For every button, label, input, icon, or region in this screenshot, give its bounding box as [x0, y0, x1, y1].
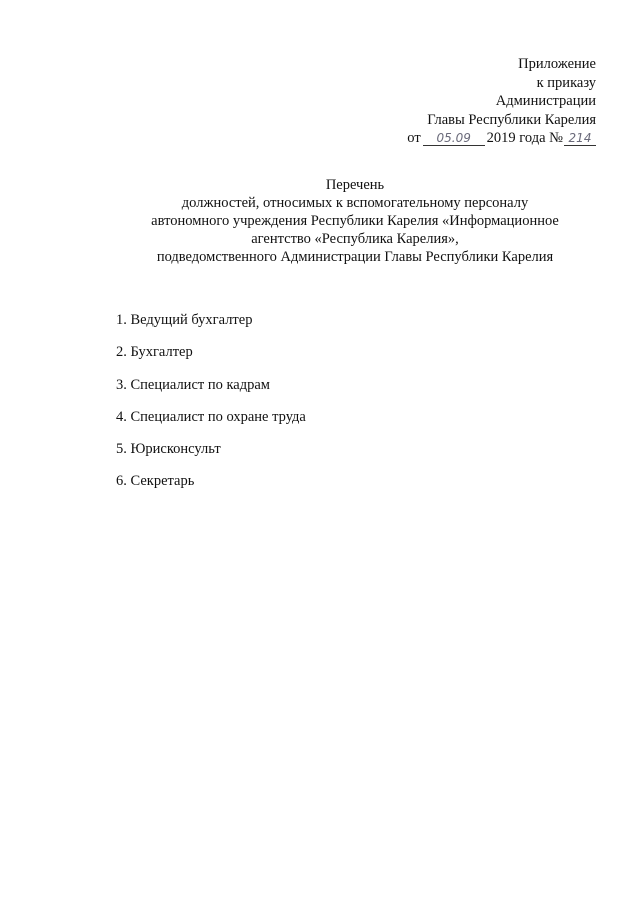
appendix-administration: Администрации — [495, 93, 596, 109]
year-text: 2019 года № — [486, 130, 563, 146]
appendix-header — [407, 55, 596, 148]
list-item: 1. Ведущий бухгалтер — [116, 312, 253, 328]
document-title — [120, 176, 590, 266]
positions-list — [116, 311, 306, 505]
list-item: 6. Секретарь — [116, 473, 195, 490]
title-line-2: должностей, относимых к вспомогательному персоналу — [181, 195, 529, 211]
list-item: 4. Специалист по охране труда — [116, 408, 306, 425]
title-line-5: подведомственного Администрации Главы Республики Карелия — [156, 249, 554, 265]
date-prefix: от — [407, 130, 421, 146]
appendix-order-ref: к приказу — [536, 74, 596, 91]
appendix-head-of-republic: Главы Республики Карелия — [427, 111, 596, 128]
appendix-date-line — [407, 129, 596, 148]
title-line-1: Перечень — [325, 177, 385, 193]
title-line-3: автономного учреждения Республики Карелия «Информационное — [151, 213, 559, 229]
handwritten-date: 05.09 — [423, 131, 485, 146]
list-item: 2. Бухгалтер — [116, 344, 193, 361]
handwritten-order-number: 214 — [564, 131, 596, 146]
list-item: 3. Специалист по кадрам — [116, 376, 270, 393]
list-item: 5. Юрисконсульт — [116, 441, 221, 458]
appendix-title: Приложение — [518, 56, 596, 72]
title-line-4: агентство «Республика Карелия», — [251, 231, 459, 247]
